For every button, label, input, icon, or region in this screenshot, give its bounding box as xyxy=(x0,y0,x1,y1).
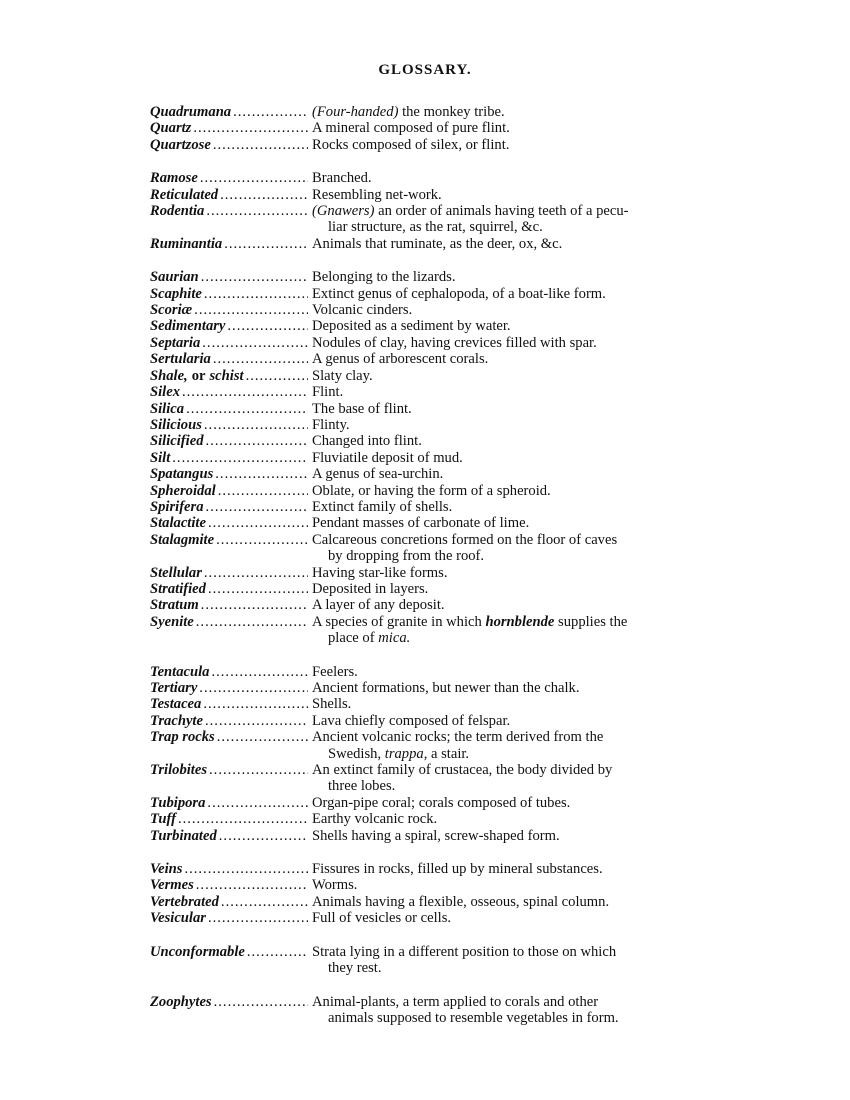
entry-definition xyxy=(308,384,720,400)
definition-text: A species of granite in which xyxy=(312,613,486,630)
term-text: Stratum xyxy=(150,597,199,614)
leader-dots xyxy=(218,483,308,499)
entry-term xyxy=(150,187,308,203)
term-text: Zoophytes xyxy=(150,993,212,1010)
entry-term xyxy=(150,286,308,302)
entry-definition xyxy=(308,713,720,729)
entry-term xyxy=(150,664,308,680)
term-text: Quadrumana xyxy=(150,104,232,120)
definition-text: A genus of sea-urchin. xyxy=(312,466,444,483)
leader-dots xyxy=(201,597,308,613)
entry-term xyxy=(150,532,308,565)
leader-dots xyxy=(208,581,308,597)
definition-text: Ancient volcanic rocks; the term derived from the xyxy=(312,729,604,746)
definition-text: Fissures in rocks, filled up by mineral substances. xyxy=(312,861,603,878)
entry-definition xyxy=(308,994,720,1027)
term-text: Tentacula xyxy=(150,663,210,680)
term-text: Tuff xyxy=(150,811,176,828)
term-text: Spheroidal xyxy=(150,482,216,499)
definition-line2-text: place of xyxy=(328,630,379,647)
glossary-entry xyxy=(150,811,720,827)
entry-term xyxy=(150,828,308,844)
leader-dots xyxy=(208,515,308,531)
glossary-entry xyxy=(150,944,720,977)
glossary-entry xyxy=(150,581,720,597)
glossary-group xyxy=(150,104,720,153)
entry-term xyxy=(150,680,308,696)
term-text: Ruminantia xyxy=(150,235,223,252)
definition-text: Oblate, or having the form of a spheroid. xyxy=(312,482,551,499)
entry-definition xyxy=(308,417,720,433)
leader-dots xyxy=(199,680,308,696)
glossary-entry xyxy=(150,828,720,844)
definition-text: Having star-like forms. xyxy=(312,564,448,581)
leader-dots xyxy=(186,401,308,417)
entry-definition xyxy=(308,170,720,186)
entry-term xyxy=(150,236,308,252)
leader-dots xyxy=(214,994,308,1027)
entry-definition xyxy=(308,450,720,466)
entry-term xyxy=(150,384,308,400)
entry-definition xyxy=(308,236,720,252)
entry-definition xyxy=(308,944,720,977)
entry-definition xyxy=(308,401,720,417)
term-text: Septaria xyxy=(150,334,201,351)
term-text: Silica xyxy=(150,400,185,417)
leader-dots xyxy=(182,384,308,400)
entry-definition xyxy=(308,729,720,762)
term-note: or xyxy=(191,367,206,384)
entry-term xyxy=(150,894,308,910)
entry-definition xyxy=(308,335,720,351)
leader-dots xyxy=(206,433,308,449)
glossary-entry xyxy=(150,104,720,120)
definition-text: Shells having a spiral, screw-shaped form. xyxy=(312,827,560,844)
entry-term xyxy=(150,302,308,318)
glossary-entry xyxy=(150,368,720,384)
definition-text: Deposited in layers. xyxy=(312,580,429,597)
definition-emphasis: hornblende xyxy=(485,613,555,630)
definition-line2-text: by dropping from the roof. xyxy=(328,548,485,565)
definition-continuation xyxy=(312,960,720,976)
definition-text: Belonging to the lizards. xyxy=(312,269,456,286)
leader-dots xyxy=(246,368,308,384)
leader-dots xyxy=(201,269,308,285)
entry-definition xyxy=(308,532,720,565)
entry-definition xyxy=(308,828,720,844)
term-text: Quartz xyxy=(150,120,192,137)
definition-line2-text: animals supposed to resemble vegetables in form. xyxy=(328,1009,619,1026)
entry-definition xyxy=(308,565,720,581)
term-text: Vermes xyxy=(150,877,194,894)
leader-dots xyxy=(196,614,308,647)
term-text: Silicified xyxy=(150,433,204,450)
entry-term xyxy=(150,335,308,351)
entry-term xyxy=(150,401,308,417)
entry-definition xyxy=(308,811,720,827)
glossary-entry xyxy=(150,729,720,762)
entry-term xyxy=(150,565,308,581)
glossary-entry xyxy=(150,713,720,729)
glossary-entry xyxy=(150,335,720,351)
definition-text: Worms. xyxy=(312,877,358,894)
glossary-entry xyxy=(150,597,720,613)
glossary-entry xyxy=(150,187,720,203)
term-text: Shale, xyxy=(150,367,188,384)
glossary-entry xyxy=(150,664,720,680)
entry-term xyxy=(150,170,308,186)
leader-dots xyxy=(202,335,308,351)
glossary-entry xyxy=(150,203,720,236)
entry-definition xyxy=(308,269,720,285)
entry-term xyxy=(150,581,308,597)
leader-dots xyxy=(208,910,308,926)
glossary-group xyxy=(150,664,720,844)
definition-text-cont: supplies the xyxy=(554,613,628,630)
leader-dots xyxy=(172,450,308,466)
term-text: Testacea xyxy=(150,696,202,713)
leader-dots xyxy=(213,137,308,153)
glossary-entry xyxy=(150,236,720,252)
glossary-entry xyxy=(150,910,720,926)
entry-term xyxy=(150,318,308,334)
glossary-entry xyxy=(150,499,720,515)
entry-definition xyxy=(308,515,720,531)
definition-line2-text: three lobes. xyxy=(328,778,396,795)
leader-dots xyxy=(206,203,308,236)
entry-definition xyxy=(308,581,720,597)
glossary-entry xyxy=(150,680,720,696)
leader-dots xyxy=(209,762,308,795)
leader-dots xyxy=(194,302,308,318)
leader-dots xyxy=(233,104,308,120)
definition-text: A mineral composed of pure flint. xyxy=(312,120,510,137)
entry-term xyxy=(150,483,308,499)
entry-definition xyxy=(308,483,720,499)
term-text: Stalactite xyxy=(150,515,206,532)
definition-text: Full of vesicles or cells. xyxy=(312,910,452,927)
definition-text: Changed into flint. xyxy=(312,433,422,450)
glossary-list xyxy=(150,104,720,1043)
entry-term xyxy=(150,994,308,1027)
term-text: Saurian xyxy=(150,269,199,286)
entry-term xyxy=(150,104,308,120)
glossary-entry xyxy=(150,515,720,531)
term-text: Sertularia xyxy=(150,351,211,368)
definition-continuation xyxy=(312,630,720,646)
definition-text: Extinct genus of cephalopoda, of a boat-like form. xyxy=(312,285,606,302)
entry-definition xyxy=(308,466,720,482)
definition-prefix: (Gnawers) xyxy=(312,203,375,220)
entry-term xyxy=(150,515,308,531)
glossary-group xyxy=(150,269,720,646)
term-text: Scaphite xyxy=(150,285,202,302)
definition-continuation xyxy=(312,219,720,235)
term-text: Quartzose xyxy=(150,136,211,153)
term-text: Stalagmite xyxy=(150,531,215,548)
entry-definition xyxy=(308,137,720,153)
entry-definition xyxy=(308,877,720,893)
entry-definition xyxy=(308,664,720,680)
term-text: Ramose xyxy=(150,170,198,187)
term-text: Sedimentary xyxy=(150,318,226,335)
definition-text: Resembling net-work. xyxy=(312,186,442,203)
term-text: Trachyte xyxy=(150,712,203,729)
term-text: Trilobites xyxy=(150,762,208,779)
leader-dots xyxy=(220,187,308,203)
entry-definition xyxy=(308,614,720,647)
definition-text: Feelers. xyxy=(312,663,358,680)
definition-text: Branched. xyxy=(312,170,372,187)
definition-text: Extinct family of shells. xyxy=(312,498,453,515)
term-text: Unconformable xyxy=(150,943,245,960)
term-text: Vesicular xyxy=(150,910,206,927)
entry-definition xyxy=(308,861,720,877)
glossary-entry xyxy=(150,120,720,136)
glossary-entry xyxy=(150,137,720,153)
entry-definition xyxy=(308,286,720,302)
definition-text: Animal-plants, a term applied to corals and other xyxy=(312,993,599,1010)
page-title: GLOSSARY. xyxy=(378,62,472,78)
definition-text: A genus of arborescent corals. xyxy=(312,351,489,368)
term-text: Spatangus xyxy=(150,466,214,483)
entry-term xyxy=(150,795,308,811)
term-text: Scoriæ xyxy=(150,302,193,319)
glossary-group xyxy=(150,944,720,977)
glossary-entry xyxy=(150,318,720,334)
definition-prefix: (Four-handed) xyxy=(312,104,399,120)
definition-text: Calcareous concretions formed on the floor of caves xyxy=(312,531,618,548)
glossary-entry xyxy=(150,877,720,893)
definition-line2-text: Swedish, xyxy=(328,745,385,762)
glossary-entry xyxy=(150,466,720,482)
entry-definition xyxy=(308,302,720,318)
entry-term xyxy=(150,137,308,153)
leader-dots xyxy=(219,828,308,844)
glossary-entry xyxy=(150,762,720,795)
entry-definition xyxy=(308,104,720,120)
term-text: Silt xyxy=(150,449,171,466)
glossary-entry xyxy=(150,450,720,466)
leader-dots xyxy=(205,713,308,729)
entry-term xyxy=(150,433,308,449)
definition-text: An extinct family of crustacea, the body divided by xyxy=(312,762,613,779)
definition-text: an order of animals having teeth of a pecu- xyxy=(374,203,629,220)
glossary-entry xyxy=(150,861,720,877)
entry-definition xyxy=(308,203,720,236)
glossary-entry xyxy=(150,565,720,581)
entry-term xyxy=(150,417,308,433)
definition-line2-text: they rest. xyxy=(328,960,382,977)
definition-line2-emphasis: mica. xyxy=(378,630,411,647)
entry-definition xyxy=(308,368,720,384)
glossary-entry xyxy=(150,269,720,285)
term-text: Trap rocks xyxy=(150,729,215,746)
entry-term xyxy=(150,614,308,647)
term-text: Rodentia xyxy=(150,203,205,220)
glossary-group xyxy=(150,994,720,1027)
term-text: Veins xyxy=(150,861,183,878)
leader-dots xyxy=(196,877,308,893)
entry-term xyxy=(150,910,308,926)
definition-text: Rocks composed of silex, or flint. xyxy=(312,136,510,153)
entry-term xyxy=(150,696,308,712)
glossary-entry xyxy=(150,696,720,712)
entry-definition xyxy=(308,795,720,811)
leader-dots xyxy=(247,944,308,977)
glossary-group xyxy=(150,170,720,252)
definition-text: Ancient formations, but newer than the chalk. xyxy=(312,680,580,696)
definition-text: Shells. xyxy=(312,696,352,713)
glossary-entry xyxy=(150,170,720,186)
definition-text: Strata lying in a different position to those on which xyxy=(312,943,617,960)
leader-dots xyxy=(211,664,308,680)
definition-text: Earthy volcanic rock. xyxy=(312,811,438,828)
entry-definition xyxy=(308,433,720,449)
entry-term xyxy=(150,877,308,893)
entry-definition xyxy=(308,351,720,367)
term-text: Reticulated xyxy=(150,186,219,203)
leader-dots xyxy=(184,861,308,877)
term-text: Vertebrated xyxy=(150,893,219,910)
entry-term xyxy=(150,466,308,482)
entry-term xyxy=(150,203,308,236)
term-text: Turbinated xyxy=(150,827,217,844)
glossary-entry xyxy=(150,302,720,318)
term-text: Silex xyxy=(150,384,180,401)
definition-text: Slaty clay. xyxy=(312,367,373,384)
definition-text: The base of flint. xyxy=(312,400,412,417)
term-text: Silicious xyxy=(150,416,202,433)
term-text-alt: schist xyxy=(209,367,244,384)
leader-dots xyxy=(206,499,308,515)
definition-line2-emphasis: trappa xyxy=(384,745,424,762)
term-text: Tertiary xyxy=(150,680,198,696)
glossary-entry xyxy=(150,614,720,647)
leader-dots xyxy=(217,729,308,762)
definition-continuation xyxy=(312,1010,720,1026)
definition-text: Fluviatile deposit of mud. xyxy=(312,449,463,466)
glossary-entry xyxy=(150,994,720,1027)
entry-term xyxy=(150,944,308,977)
entry-definition xyxy=(308,680,720,696)
glossary-entry xyxy=(150,351,720,367)
entry-term xyxy=(150,499,308,515)
leader-dots xyxy=(204,417,308,433)
definition-text: A layer of any deposit. xyxy=(312,597,445,614)
definition-text: Pendant masses of carbonate of lime. xyxy=(312,515,530,532)
glossary-entry xyxy=(150,384,720,400)
entry-definition xyxy=(308,696,720,712)
term-text: Tubipora xyxy=(150,794,206,811)
entry-term xyxy=(150,811,308,827)
leader-dots xyxy=(227,318,308,334)
glossary-entry xyxy=(150,483,720,499)
leader-dots xyxy=(224,236,308,252)
entry-definition xyxy=(308,894,720,910)
definition-text: Organ-pipe coral; corals composed of tubes. xyxy=(312,794,571,811)
leader-dots xyxy=(193,120,308,136)
entry-term xyxy=(150,729,308,762)
leader-dots xyxy=(203,696,308,712)
leader-dots xyxy=(207,795,308,811)
glossary-entry xyxy=(150,532,720,565)
entry-definition xyxy=(308,597,720,613)
definition-continuation xyxy=(312,746,720,762)
entry-term xyxy=(150,368,308,384)
glossary-entry xyxy=(150,433,720,449)
entry-definition xyxy=(308,187,720,203)
glossary-entry xyxy=(150,401,720,417)
definition-continuation xyxy=(312,778,720,794)
term-text: Syenite xyxy=(150,613,194,630)
definition-text: Volcanic cinders. xyxy=(312,302,413,319)
definition-text: Lava chiefly composed of felspar. xyxy=(312,712,511,729)
leader-dots xyxy=(215,466,308,482)
glossary-entry xyxy=(150,894,720,910)
term-text: Stellular xyxy=(150,564,202,581)
leader-dots xyxy=(204,286,308,302)
entry-term xyxy=(150,597,308,613)
definition-text: Animals having a flexible, osseous, spinal column. xyxy=(312,893,610,910)
definition-text: the monkey tribe. xyxy=(398,104,505,120)
entry-term xyxy=(150,351,308,367)
glossary-group xyxy=(150,861,720,927)
entry-definition xyxy=(308,910,720,926)
leader-dots xyxy=(204,565,308,581)
definition-continuation xyxy=(312,548,720,564)
entry-term xyxy=(150,762,308,795)
leader-dots xyxy=(200,170,308,186)
definition-text: Flint. xyxy=(312,384,344,401)
leader-dots xyxy=(221,894,308,910)
entry-term xyxy=(150,450,308,466)
term-text: Spirifera xyxy=(150,498,204,515)
definition-text: Animals that ruminate, as the deer, ox, &c. xyxy=(312,235,563,252)
definition-text: Deposited as a sediment by water. xyxy=(312,318,511,335)
entry-definition xyxy=(308,499,720,515)
leader-dots xyxy=(216,532,308,565)
definition-line2-tail: , a stair. xyxy=(423,745,470,762)
glossary-entry xyxy=(150,286,720,302)
definition-line2-text: liar structure, as the rat, squirrel, &c. xyxy=(328,219,543,236)
glossary-entry xyxy=(150,795,720,811)
entry-definition xyxy=(308,120,720,136)
leader-dots xyxy=(178,811,308,827)
entry-term xyxy=(150,861,308,877)
glossary-entry xyxy=(150,417,720,433)
entry-definition xyxy=(308,762,720,795)
entry-term xyxy=(150,269,308,285)
entry-definition xyxy=(308,318,720,334)
definition-text: Flinty. xyxy=(312,416,350,433)
definition-text: Nodules of clay, having crevices filled with spar. xyxy=(312,334,597,351)
entry-term xyxy=(150,120,308,136)
entry-term xyxy=(150,713,308,729)
term-text: Stratified xyxy=(150,580,206,597)
leader-dots xyxy=(213,351,308,367)
